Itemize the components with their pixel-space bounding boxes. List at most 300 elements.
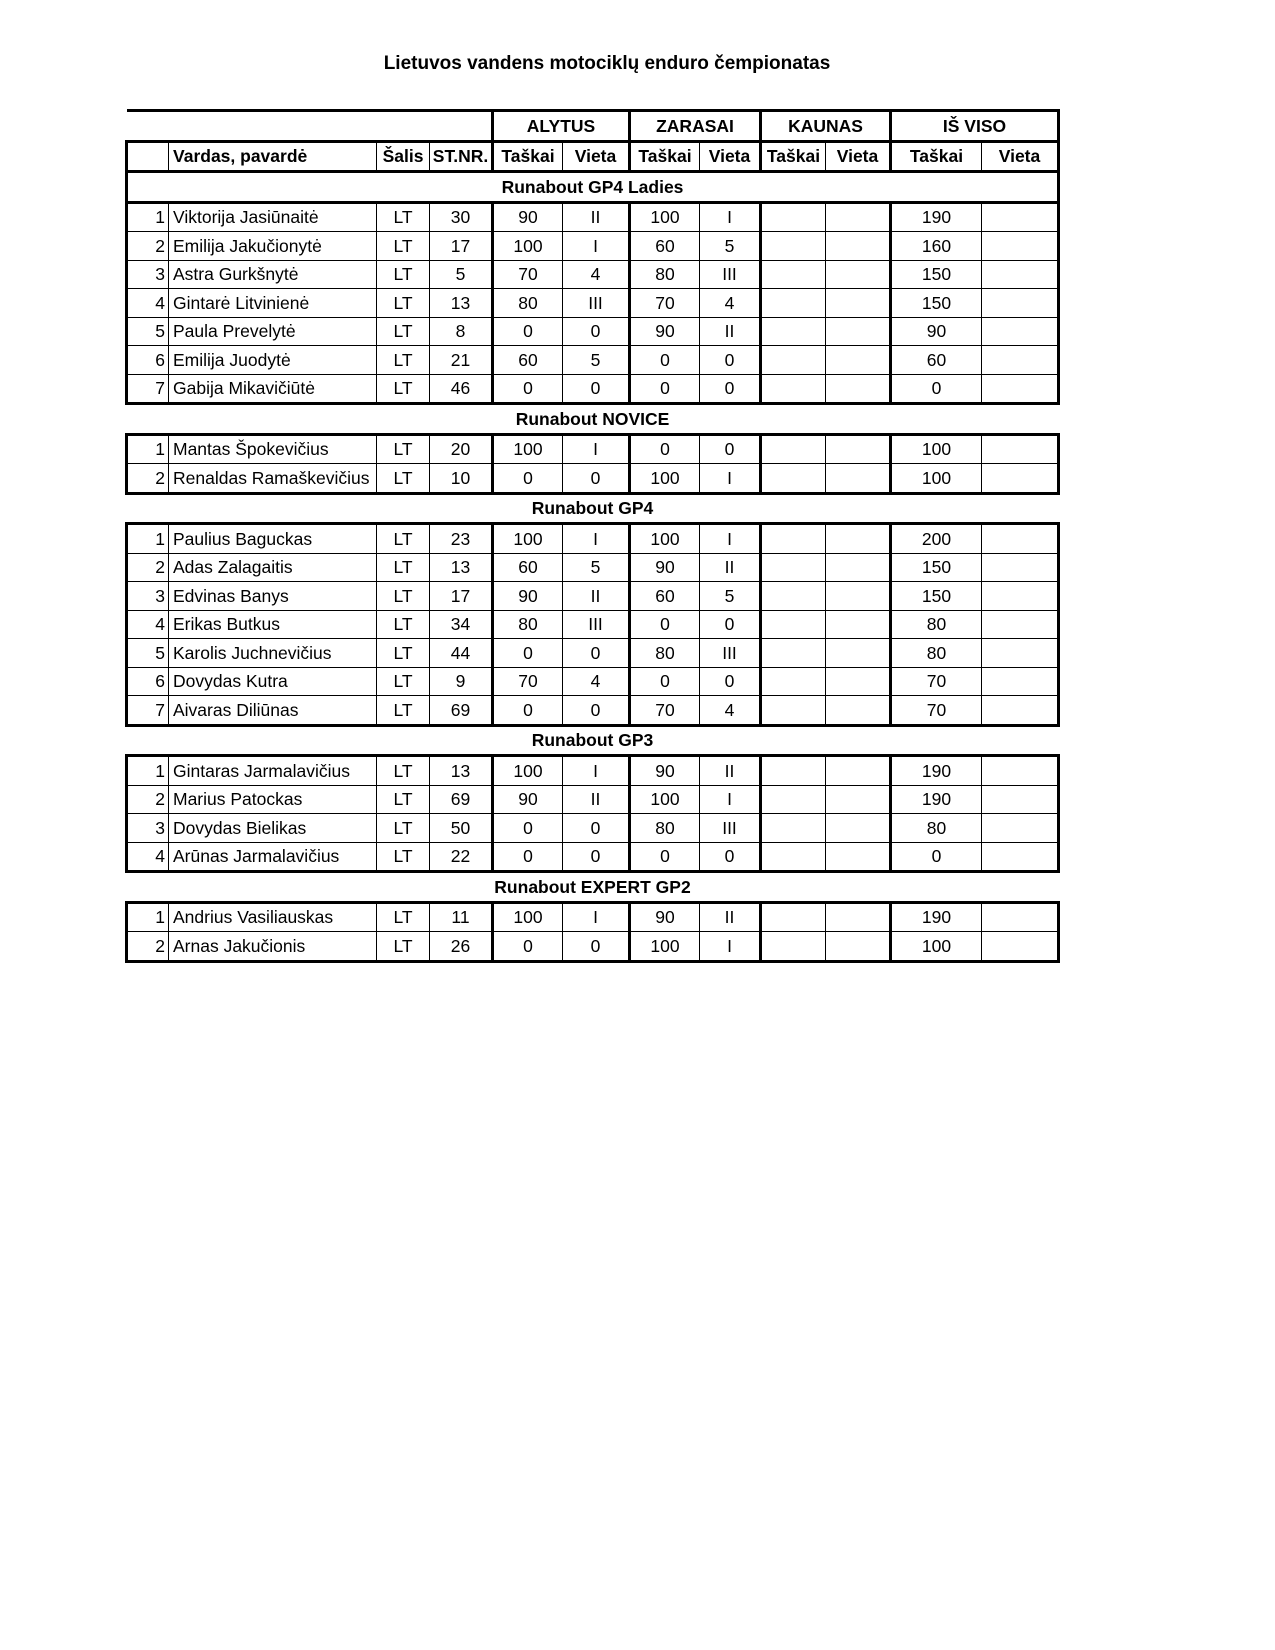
category-row (127, 725, 1059, 756)
start-no-cell: 46 (430, 374, 493, 404)
total-points-cell: 100 (891, 932, 982, 962)
zarasai-place-cell: 4 (700, 696, 761, 726)
alytus-place-cell: II (563, 202, 630, 232)
total-place-cell (982, 434, 1059, 464)
table-row (127, 464, 1059, 494)
table-row (127, 814, 1059, 843)
kaunas-points-cell (761, 202, 826, 232)
kaunas-points-cell (761, 932, 826, 962)
position-cell: 3 (127, 582, 169, 611)
total-points-cell: 100 (891, 464, 982, 494)
alytus-points-cell: 0 (493, 464, 563, 494)
kaunas-place-cell (826, 639, 891, 668)
name-cell: Edvinas Banys (169, 582, 377, 611)
zarasai-place-cell: 4 (700, 289, 761, 318)
kaunas-points-cell (761, 667, 826, 696)
total-place-cell (982, 902, 1059, 932)
results-table (125, 109, 1060, 963)
kaunas-place-cell (826, 842, 891, 872)
total-points-cell: 190 (891, 202, 982, 232)
kaunas-place-cell (826, 202, 891, 232)
total-place-cell (982, 553, 1059, 582)
alytus-points-cell: 0 (493, 696, 563, 726)
col-header-points: Taškai (630, 141, 700, 172)
start-no-cell: 9 (430, 667, 493, 696)
kaunas-points-cell (761, 785, 826, 814)
kaunas-place-cell (826, 464, 891, 494)
stage-total: IŠ VISO (891, 111, 1059, 142)
kaunas-points-cell (761, 610, 826, 639)
total-place-cell (982, 667, 1059, 696)
country-cell: LT (377, 667, 430, 696)
zarasai-points-cell: 0 (630, 842, 700, 872)
zarasai-points-cell: 0 (630, 374, 700, 404)
name-cell: Emilija Jakučionytė (169, 232, 377, 261)
zarasai-place-cell: 0 (700, 374, 761, 404)
total-points-cell: 80 (891, 610, 982, 639)
total-place-cell (982, 260, 1059, 289)
kaunas-place-cell (826, 696, 891, 726)
kaunas-points-cell (761, 756, 826, 786)
zarasai-place-cell: 5 (700, 232, 761, 261)
zarasai-points-cell: 0 (630, 667, 700, 696)
start-no-cell: 44 (430, 639, 493, 668)
zarasai-place-cell: 0 (700, 667, 761, 696)
position-cell: 3 (127, 814, 169, 843)
zarasai-points-cell: 0 (630, 434, 700, 464)
alytus-points-cell: 0 (493, 317, 563, 346)
total-points-cell: 190 (891, 902, 982, 932)
zarasai-points-cell: 80 (630, 260, 700, 289)
table-row (127, 232, 1059, 261)
kaunas-points-cell (761, 232, 826, 261)
zarasai-points-cell: 0 (630, 346, 700, 375)
start-no-cell: 5 (430, 260, 493, 289)
start-no-cell: 13 (430, 756, 493, 786)
kaunas-place-cell (826, 317, 891, 346)
alytus-place-cell: 0 (563, 814, 630, 843)
total-points-cell: 190 (891, 785, 982, 814)
alytus-points-cell: 90 (493, 202, 563, 232)
country-cell: LT (377, 202, 430, 232)
position-cell: 7 (127, 696, 169, 726)
name-cell: Renaldas Ramaškevičius (169, 464, 377, 494)
alytus-points-cell: 100 (493, 902, 563, 932)
country-cell: LT (377, 756, 430, 786)
table-row (127, 260, 1059, 289)
name-cell: Arūnas Jarmalavičius (169, 842, 377, 872)
alytus-place-cell: I (563, 524, 630, 554)
country-cell: LT (377, 260, 430, 289)
alytus-place-cell: 4 (563, 667, 630, 696)
kaunas-place-cell (826, 232, 891, 261)
kaunas-points-cell (761, 842, 826, 872)
name-cell: Gintaras Jarmalavičius (169, 756, 377, 786)
total-points-cell: 70 (891, 667, 982, 696)
kaunas-place-cell (826, 434, 891, 464)
position-cell: 6 (127, 667, 169, 696)
table-row (127, 289, 1059, 318)
zarasai-place-cell: I (700, 785, 761, 814)
zarasai-points-cell: 100 (630, 932, 700, 962)
name-cell: Adas Zalagaitis (169, 553, 377, 582)
zarasai-points-cell: 90 (630, 317, 700, 346)
total-place-cell (982, 610, 1059, 639)
position-cell: 4 (127, 289, 169, 318)
country-cell: LT (377, 842, 430, 872)
kaunas-place-cell (826, 785, 891, 814)
total-points-cell: 150 (891, 553, 982, 582)
alytus-place-cell: I (563, 756, 630, 786)
name-cell: Gintarė Litvinienė (169, 289, 377, 318)
alytus-place-cell: 5 (563, 553, 630, 582)
category-row (127, 493, 1059, 524)
kaunas-points-cell (761, 346, 826, 375)
country-cell: LT (377, 346, 430, 375)
kaunas-points-cell (761, 902, 826, 932)
alytus-place-cell: 0 (563, 696, 630, 726)
total-points-cell: 200 (891, 524, 982, 554)
kaunas-points-cell (761, 434, 826, 464)
category-title: Runabout GP4 Ladies (127, 172, 1059, 203)
table-row (127, 317, 1059, 346)
country-cell: LT (377, 639, 430, 668)
country-cell: LT (377, 610, 430, 639)
kaunas-points-cell (761, 317, 826, 346)
name-cell: Andrius Vasiliauskas (169, 902, 377, 932)
alytus-points-cell: 0 (493, 639, 563, 668)
start-no-cell: 17 (430, 582, 493, 611)
country-cell: LT (377, 317, 430, 346)
position-cell: 5 (127, 317, 169, 346)
total-place-cell (982, 756, 1059, 786)
kaunas-place-cell (826, 667, 891, 696)
zarasai-points-cell: 90 (630, 902, 700, 932)
kaunas-points-cell (761, 289, 826, 318)
column-header-row (127, 141, 1059, 172)
name-cell: Emilija Juodytė (169, 346, 377, 375)
name-cell: Marius Patockas (169, 785, 377, 814)
kaunas-place-cell (826, 932, 891, 962)
position-cell: 6 (127, 346, 169, 375)
page-title: Lietuvos vandens motociklų enduro čempionatas (383, 53, 831, 74)
col-header-points: Taškai (761, 141, 826, 172)
start-no-cell: 11 (430, 902, 493, 932)
table-row (127, 639, 1059, 668)
kaunas-place-cell (826, 582, 891, 611)
country-cell: LT (377, 524, 430, 554)
table-row (127, 610, 1059, 639)
position-cell: 4 (127, 610, 169, 639)
total-place-cell (982, 814, 1059, 843)
alytus-place-cell: III (563, 610, 630, 639)
total-place-cell (982, 696, 1059, 726)
alytus-points-cell: 100 (493, 434, 563, 464)
zarasai-place-cell: III (700, 814, 761, 843)
total-points-cell: 160 (891, 232, 982, 261)
table-row (127, 553, 1059, 582)
kaunas-points-cell (761, 464, 826, 494)
zarasai-place-cell: II (700, 756, 761, 786)
alytus-points-cell: 70 (493, 260, 563, 289)
table-row (127, 756, 1059, 786)
total-place-cell (982, 374, 1059, 404)
start-no-cell: 34 (430, 610, 493, 639)
alytus-place-cell: 0 (563, 639, 630, 668)
total-place-cell (982, 202, 1059, 232)
col-header-points: Taškai (891, 141, 982, 172)
start-no-cell: 26 (430, 932, 493, 962)
col-header-place: Vieta (700, 141, 761, 172)
stage-header-row (127, 111, 1059, 142)
name-cell: Paula Prevelytė (169, 317, 377, 346)
alytus-points-cell: 60 (493, 553, 563, 582)
table-row (127, 696, 1059, 726)
name-cell: Aivaras Diliūnas (169, 696, 377, 726)
zarasai-place-cell: I (700, 932, 761, 962)
country-cell: LT (377, 932, 430, 962)
position-cell: 2 (127, 232, 169, 261)
alytus-points-cell: 0 (493, 842, 563, 872)
start-no-cell: 17 (430, 232, 493, 261)
start-no-cell: 69 (430, 785, 493, 814)
alytus-place-cell: 0 (563, 464, 630, 494)
name-cell: Arnas Jakučionis (169, 932, 377, 962)
zarasai-points-cell: 80 (630, 639, 700, 668)
col-header-place: Vieta (982, 141, 1059, 172)
table-row (127, 582, 1059, 611)
col-header-name: Vardas, pavardė (169, 141, 377, 172)
start-no-cell: 30 (430, 202, 493, 232)
zarasai-place-cell: I (700, 524, 761, 554)
total-points-cell: 150 (891, 289, 982, 318)
zarasai-points-cell: 100 (630, 464, 700, 494)
alytus-place-cell: 0 (563, 374, 630, 404)
category-row (127, 172, 1059, 203)
name-cell: Mantas Špokevičius (169, 434, 377, 464)
alytus-points-cell: 0 (493, 374, 563, 404)
country-cell: LT (377, 232, 430, 261)
alytus-place-cell: I (563, 232, 630, 261)
total-place-cell (982, 932, 1059, 962)
kaunas-place-cell (826, 289, 891, 318)
col-header-country: Šalis (377, 141, 430, 172)
name-cell: Gabija Mikavičiūtė (169, 374, 377, 404)
total-place-cell (982, 346, 1059, 375)
position-cell: 2 (127, 464, 169, 494)
table-row (127, 524, 1059, 554)
position-cell: 3 (127, 260, 169, 289)
start-no-cell: 10 (430, 464, 493, 494)
total-points-cell: 0 (891, 374, 982, 404)
total-place-cell (982, 524, 1059, 554)
kaunas-place-cell (826, 524, 891, 554)
country-cell: LT (377, 902, 430, 932)
zarasai-points-cell: 70 (630, 696, 700, 726)
total-points-cell: 150 (891, 582, 982, 611)
total-place-cell (982, 317, 1059, 346)
start-no-cell: 69 (430, 696, 493, 726)
country-cell: LT (377, 814, 430, 843)
total-place-cell (982, 289, 1059, 318)
alytus-points-cell: 80 (493, 610, 563, 639)
total-place-cell (982, 582, 1059, 611)
position-cell: 7 (127, 374, 169, 404)
table-row (127, 434, 1059, 464)
position-cell: 2 (127, 932, 169, 962)
position-cell: 1 (127, 524, 169, 554)
name-cell: Erikas Butkus (169, 610, 377, 639)
kaunas-place-cell (826, 756, 891, 786)
kaunas-points-cell (761, 260, 826, 289)
zarasai-place-cell: II (700, 317, 761, 346)
zarasai-place-cell: II (700, 553, 761, 582)
category-title: Runabout GP4 (127, 493, 1059, 524)
total-points-cell: 80 (891, 814, 982, 843)
kaunas-place-cell (826, 814, 891, 843)
stage-zarasai: ZARASAI (630, 111, 761, 142)
total-points-cell: 90 (891, 317, 982, 346)
position-cell: 1 (127, 202, 169, 232)
alytus-place-cell: 0 (563, 842, 630, 872)
kaunas-points-cell (761, 814, 826, 843)
start-no-cell: 23 (430, 524, 493, 554)
alytus-points-cell: 70 (493, 667, 563, 696)
alytus-points-cell: 0 (493, 932, 563, 962)
total-place-cell (982, 464, 1059, 494)
position-cell: 1 (127, 902, 169, 932)
country-cell: LT (377, 785, 430, 814)
alytus-points-cell: 80 (493, 289, 563, 318)
country-cell: LT (377, 374, 430, 404)
start-no-cell: 13 (430, 553, 493, 582)
start-no-cell: 50 (430, 814, 493, 843)
kaunas-place-cell (826, 346, 891, 375)
alytus-place-cell: II (563, 582, 630, 611)
alytus-points-cell: 100 (493, 232, 563, 261)
col-header-position (127, 141, 169, 172)
zarasai-place-cell: 5 (700, 582, 761, 611)
start-no-cell: 13 (430, 289, 493, 318)
kaunas-points-cell (761, 696, 826, 726)
total-points-cell: 60 (891, 346, 982, 375)
country-cell: LT (377, 464, 430, 494)
alytus-place-cell: III (563, 289, 630, 318)
alytus-points-cell: 90 (493, 785, 563, 814)
zarasai-points-cell: 60 (630, 232, 700, 261)
zarasai-points-cell: 0 (630, 610, 700, 639)
alytus-place-cell: I (563, 434, 630, 464)
total-points-cell: 70 (891, 696, 982, 726)
zarasai-place-cell: III (700, 260, 761, 289)
total-place-cell (982, 232, 1059, 261)
total-points-cell: 80 (891, 639, 982, 668)
country-cell: LT (377, 434, 430, 464)
name-cell: Dovydas Bielikas (169, 814, 377, 843)
zarasai-points-cell: 100 (630, 202, 700, 232)
name-cell: Paulius Baguckas (169, 524, 377, 554)
start-no-cell: 21 (430, 346, 493, 375)
kaunas-place-cell (826, 374, 891, 404)
total-points-cell: 190 (891, 756, 982, 786)
total-points-cell: 0 (891, 842, 982, 872)
kaunas-points-cell (761, 639, 826, 668)
country-cell: LT (377, 696, 430, 726)
position-cell: 1 (127, 434, 169, 464)
col-header-start-no: ST.NR. (430, 141, 493, 172)
alytus-points-cell: 90 (493, 582, 563, 611)
country-cell: LT (377, 289, 430, 318)
total-place-cell (982, 639, 1059, 668)
kaunas-place-cell (826, 260, 891, 289)
kaunas-place-cell (826, 610, 891, 639)
position-cell: 1 (127, 756, 169, 786)
col-header-place: Vieta (826, 141, 891, 172)
position-cell: 5 (127, 639, 169, 668)
zarasai-place-cell: 0 (700, 842, 761, 872)
position-cell: 2 (127, 785, 169, 814)
kaunas-points-cell (761, 524, 826, 554)
zarasai-points-cell: 60 (630, 582, 700, 611)
kaunas-place-cell (826, 553, 891, 582)
category-row (127, 404, 1059, 435)
total-points-cell: 150 (891, 260, 982, 289)
category-title: Runabout GP3 (127, 725, 1059, 756)
table-row (127, 667, 1059, 696)
total-place-cell (982, 842, 1059, 872)
zarasai-place-cell: III (700, 639, 761, 668)
alytus-points-cell: 100 (493, 756, 563, 786)
category-row (127, 872, 1059, 903)
kaunas-place-cell (826, 902, 891, 932)
zarasai-points-cell: 70 (630, 289, 700, 318)
start-no-cell: 20 (430, 434, 493, 464)
country-cell: LT (377, 553, 430, 582)
alytus-points-cell: 0 (493, 814, 563, 843)
start-no-cell: 8 (430, 317, 493, 346)
alytus-place-cell: II (563, 785, 630, 814)
col-header-place: Vieta (563, 141, 630, 172)
zarasai-place-cell: I (700, 202, 761, 232)
table-row (127, 842, 1059, 872)
zarasai-place-cell: 0 (700, 434, 761, 464)
alytus-place-cell: 0 (563, 932, 630, 962)
name-cell: Dovydas Kutra (169, 667, 377, 696)
zarasai-points-cell: 100 (630, 785, 700, 814)
zarasai-points-cell: 100 (630, 524, 700, 554)
alytus-place-cell: 4 (563, 260, 630, 289)
zarasai-points-cell: 90 (630, 553, 700, 582)
name-cell: Karolis Juchnevičius (169, 639, 377, 668)
position-cell: 2 (127, 553, 169, 582)
alytus-points-cell: 60 (493, 346, 563, 375)
table-row (127, 902, 1059, 932)
col-header-points: Taškai (493, 141, 563, 172)
position-cell: 4 (127, 842, 169, 872)
zarasai-points-cell: 80 (630, 814, 700, 843)
total-points-cell: 100 (891, 434, 982, 464)
zarasai-points-cell: 90 (630, 756, 700, 786)
total-place-cell (982, 785, 1059, 814)
zarasai-place-cell: 0 (700, 346, 761, 375)
category-title: Runabout NOVICE (127, 404, 1059, 435)
kaunas-points-cell (761, 582, 826, 611)
alytus-points-cell: 100 (493, 524, 563, 554)
table-row (127, 785, 1059, 814)
stage-kaunas: KAUNAS (761, 111, 891, 142)
country-cell: LT (377, 582, 430, 611)
name-cell: Astra Gurkšnytė (169, 260, 377, 289)
